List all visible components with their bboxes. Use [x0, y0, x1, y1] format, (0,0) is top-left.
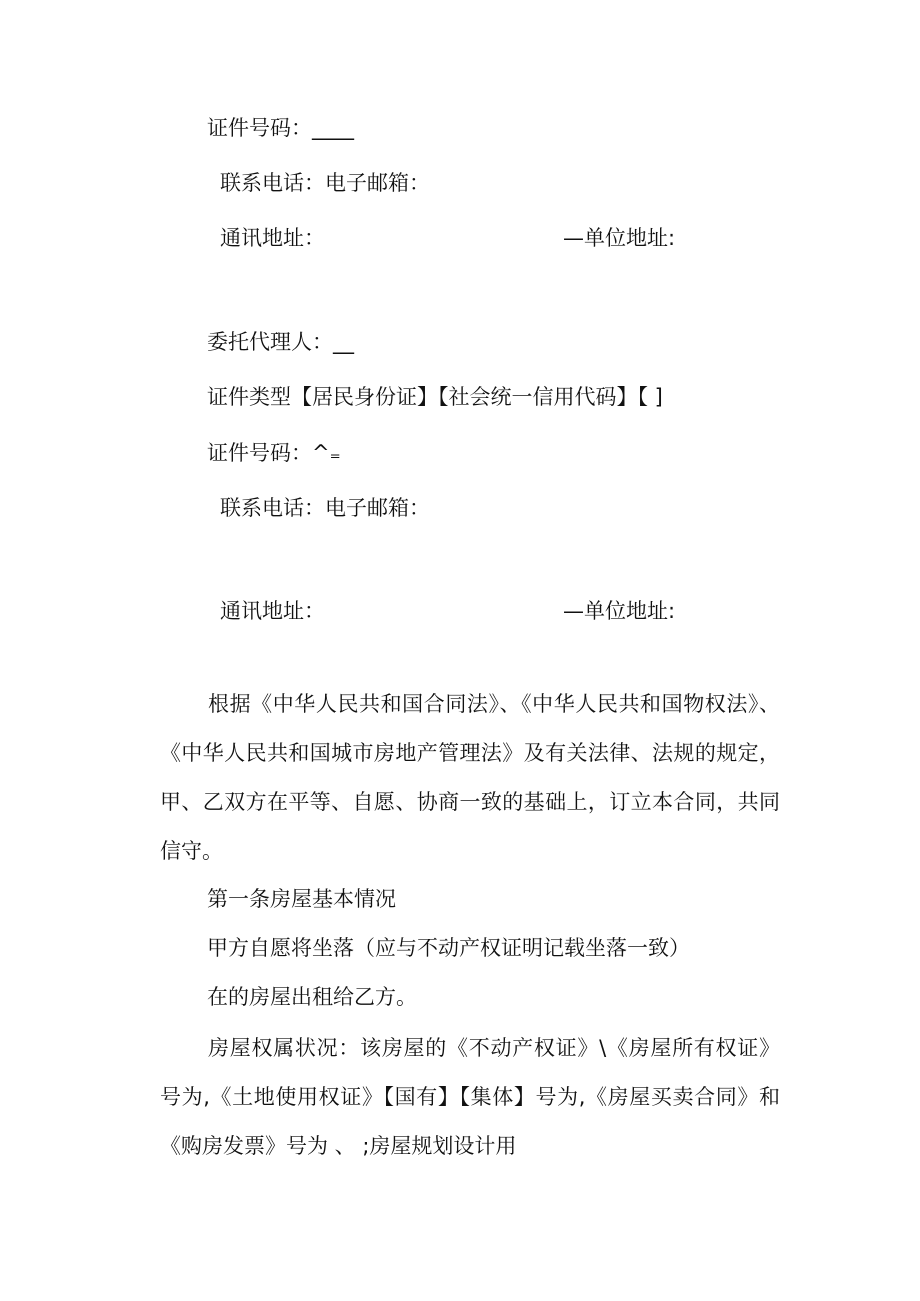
article1-line1: 甲方自愿将坐落（应与不动产权证明记载坐落一致） [207, 936, 690, 960]
article1-title: 第一条房屋基本情况 [207, 887, 396, 911]
contact-phone-label: 联系电话： [220, 171, 325, 195]
agent-contact-phone-label: 联系电话： [220, 496, 325, 520]
agent-work-address-prefix: — [563, 599, 584, 623]
agent-work-address-line [563, 597, 675, 625]
agent-label: 委托代理人： [207, 330, 333, 354]
agent-contact-line [220, 494, 430, 522]
id-number-label: 证件号码： [207, 116, 312, 140]
address-label: 通讯地址： [220, 226, 325, 250]
email-label: 电子邮箱： [325, 171, 430, 195]
agent-id-number-value: ^₌ [312, 441, 341, 465]
preamble-paragraph: 根据《中华人民共和国合同法》、《中华人民共和国物权法》、《中华人民共和国城市房地产管理法》及有关法律、法规的规定，甲、乙双方在平等、自愿、协商一致的基础上，订立本合同，共同信守。 [160, 692, 780, 863]
agent-address-label: 通讯地址： [220, 599, 325, 623]
agent-line [207, 328, 354, 356]
ownership-paragraph: 房屋权属状况：该房屋的《不动产权证》\《房屋所有权证》号为,《土地使用权证》【国有】【集体】号为,《房屋买卖合同》和《购房发票》号为 、 ;房屋规划设计用 [160, 1036, 780, 1158]
agent-blank: __ [333, 330, 354, 354]
article1-line2: 在的房屋出租给乙方。 [207, 985, 417, 1009]
id-number-blank: ____ [312, 116, 354, 140]
agent-id-number-line [207, 439, 341, 467]
work-address-label: 单位地址: [584, 226, 676, 250]
contact-line [220, 169, 430, 197]
id-number-line [207, 114, 354, 142]
agent-work-address-label: 单位地址: [584, 599, 676, 623]
agent-email-label: 电子邮箱： [325, 496, 430, 520]
work-address-line [563, 224, 675, 252]
agent-id-number-label: 证件号码： [207, 441, 312, 465]
work-address-prefix: — [563, 226, 584, 250]
agent-id-type-line: 证件类型【居民身份证】【社会统一信用代码】【 ] [207, 385, 663, 409]
